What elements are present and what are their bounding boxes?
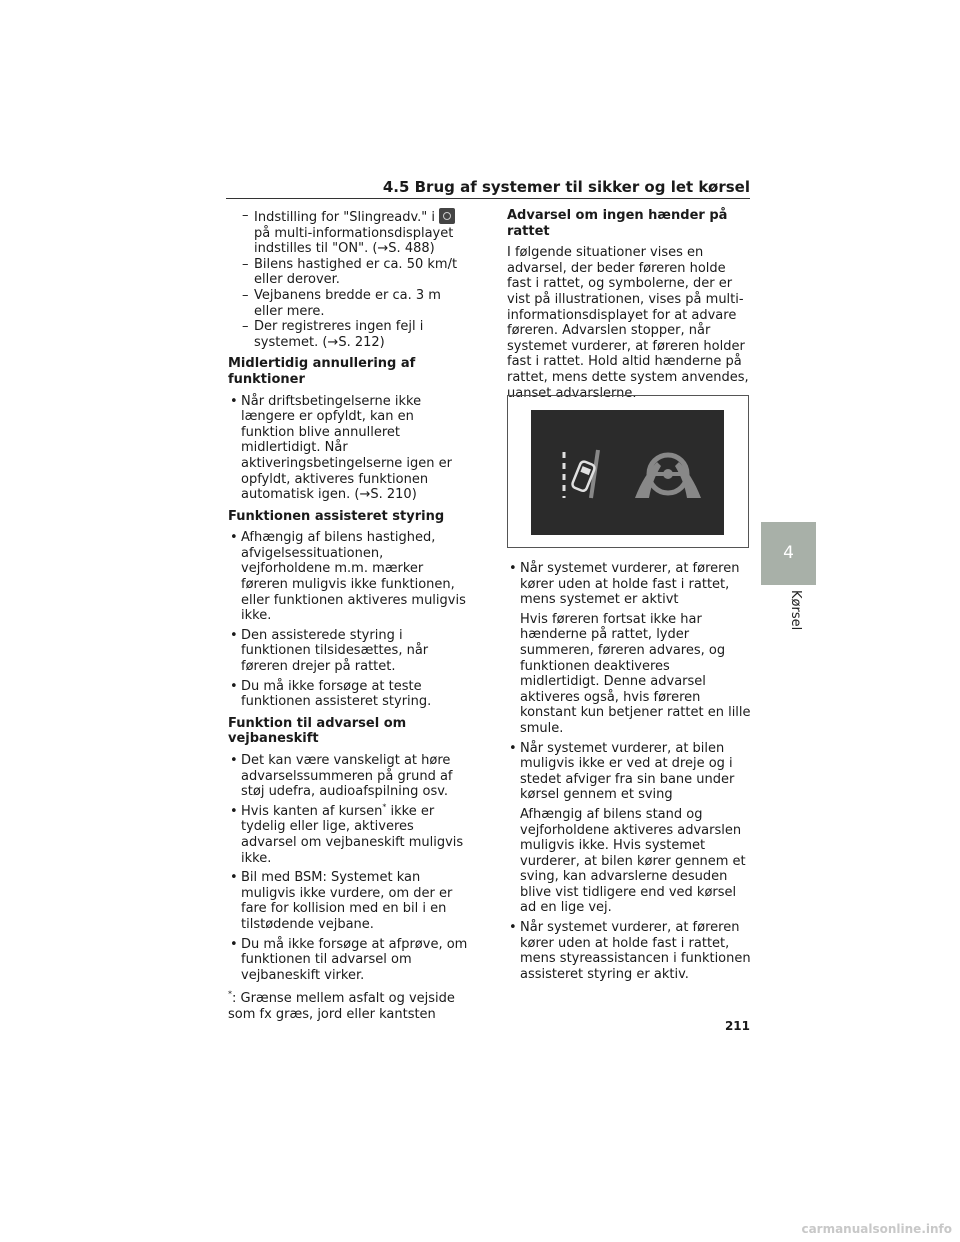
list-item: • Når systemet vurderer, at føreren kører uden at holde fast i rattet, mens systemet er aktivt [509, 561, 740, 608]
heading-temporary-cancel: Midlertidig annullering af funktioner [228, 356, 416, 387]
heading-lane-departure-warning: Funktion til advarsel om vejbaneskift [228, 715, 407, 747]
list-item: • Når systemet vurderer, at føreren kører uden at holde fast i rattet, mens styreassistancen i funktionen assisteret styring er aktiv. [509, 920, 751, 982]
watermark-footer: carmanualsonline.info [801, 1222, 952, 1236]
left-column [228, 208, 468, 1029]
list-item: • Du må ikke forsøge at afprøve, om funktionen til advarsel om vejbaneskift virker. [230, 936, 468, 983]
list-item: • Den assisterede styring i funktionen tilsidesættes, når føreren drejer på rattet. [230, 627, 429, 675]
list-item: • Du må ikke forsøge at teste funktionen assisteret styring. [230, 678, 432, 710]
chapter-tab: 4 [761, 522, 816, 585]
list-item: • Når driftsbetingelserne ikke længere er opfyldt, kan en funktion blive annulleret midlertidigt. Når aktiveringsbetingelserne igen er opfyldt, aktiveres funktionen automatisk igen. (→S. 210) [230, 393, 453, 503]
page-number: 211 [724, 1019, 750, 1033]
multi-information-display [531, 410, 724, 535]
dash-item: – Indstilling for "Slingreadv." ipå multi-informationsdisplayet indstilles til "ON". (→S. 488) [242, 208, 454, 257]
right-column-list [507, 561, 751, 986]
intro-paragraph: I følgende situationer vises en advarsel, der beder føreren holde fast i rattet, og symbolerne, der er vist på illustrationen, vises på multi-informationsdisplayet for at advare føreren. Advarslen stopper, når systemet vurderer, at føreren holder fast i rattet. Hold altid hænderne på rattet, mens dette system anvendes, uanset advarslerne. [507, 245, 749, 401]
hands-on-wheel-icon [635, 455, 701, 498]
dash-item: – Vejbanens bredde er ca. 3 m eller mere. [242, 287, 441, 319]
right-column [507, 208, 751, 407]
list-item: • Det kan være vanskeligt at høre advarselssummeren på grund af støj udefra, audioafspilning osv. [230, 753, 453, 800]
footnote: *: Grænse mellem asfalt og vejside som fx græs, jord eller kantsten [228, 989, 455, 1022]
dash-item: – Bilens hastighed er ca. 50 km/t eller derover. [242, 256, 458, 288]
lane-departure-car-icon [564, 450, 598, 498]
heading-hands-off-warning: Advarsel om ingen hænder på rattet [507, 208, 728, 239]
list-item: • Hvis kanten af kursen* ikke er tydelig eller lige, aktiveres advarsel om vejbaneskift muligvis ikke. [230, 802, 464, 866]
list-item: • Når systemet vurderer, at bilen muligvis ikke er ved at dreje og i stedet afviger fra sin bane under kørsel gennem et sving [509, 740, 735, 803]
warning-symbols [531, 410, 724, 535]
header-rule [226, 198, 750, 199]
section-header: 4.5 Brug af systemer til sikker og let kørsel [382, 178, 750, 196]
settings-gear-icon [439, 208, 455, 224]
list-item: • Bil med BSM: Systemet kan muligvis ikke vurdere, om der er fare for kollision med en bil i en tilstødende vejbane. [230, 870, 453, 932]
list-item-detail: Hvis føreren fortsat ikke har hænderne på rattet, lyder summeren, føreren advares, og funktionen deaktiveres midlertidigt. Denne advarsel aktiveres også, hvis føreren konstant kun betjener rattet en lille smule. [520, 611, 751, 736]
heading-steering-assist: Funktionen assisteret styring [228, 508, 445, 524]
list-item: • Afhængig af bilens hastighed, afvigelsessituationen, vejforholdene m.m. mærker føreren muligvis ikke funktionen, eller funktionen aktiveres muligvis ikke. [230, 530, 466, 624]
chapter-label: Kørsel [788, 590, 803, 631]
list-item-detail: Afhængig af bilens stand og vejforholdene aktiveres advarslen muligvis ikke. Hvis systemet vurderer, at bilen kører gennem et sving, kan advarslerne desuden blive vist tidligere end ved kørsel ad en lige vej. [520, 806, 746, 916]
dash-item: – Der registreres ingen fejl i systemet. (→S. 212) [242, 319, 424, 350]
